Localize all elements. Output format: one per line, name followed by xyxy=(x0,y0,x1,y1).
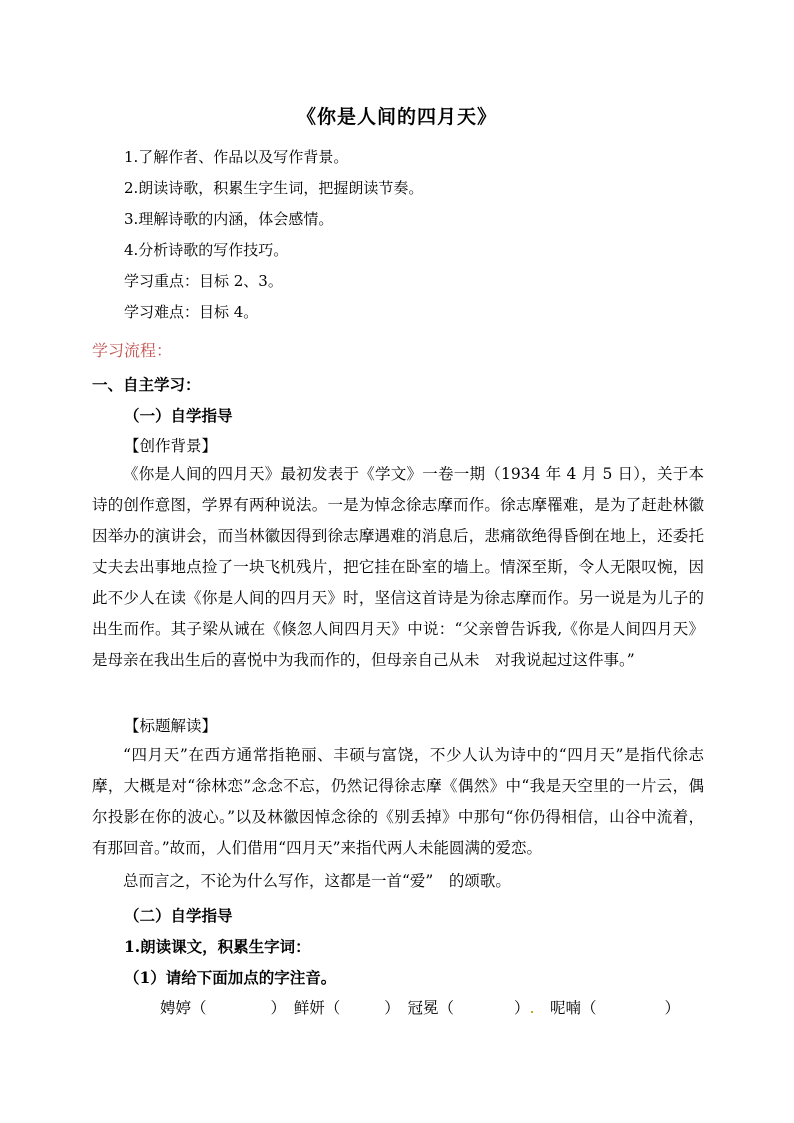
word-xianyan: ） 鲜妍（ xyxy=(270,999,341,1017)
process-heading: 学习流程： xyxy=(92,341,173,360)
difficulty: 学习难点：目标 4。 xyxy=(124,303,259,321)
item-1-1: （1）请给下面加点的字注音。 xyxy=(124,968,337,987)
title-reading-label: 【标题解读】 xyxy=(124,717,218,735)
stray-dot: . xyxy=(529,999,535,1017)
pronunciation-row xyxy=(160,996,680,1018)
goal-2: 2.朗读诗歌，积累生字生词，把握朗读节奏。 xyxy=(124,179,424,197)
summary-paragraph: 总而言之，不论为什么写作，这都是一首“爱” 的颂歌。 xyxy=(123,872,511,890)
title-reading-paragraph: “四月天”在西方通常指艳丽、丰硕与富饶，不少人认为诗中的“四月天”是指代徐志摩，大概是对“徐林恋”念念不忘，仍然记得徐志摩《偶然》中“我是天空里的一片云，偶尔投影在你的波心。”以及林徽因悼念徐的《别丢掉》中那句“你仍得相信，山谷中流着，有那回音。”故而，人们借用“四月天”来指代两人未能圆满的爱恋。 xyxy=(92,746,704,857)
word-ninan: 呢喃（ xyxy=(534,999,597,1017)
paren-close-4: ） xyxy=(664,999,681,1017)
word-guanmian: ） 冠冕（ xyxy=(384,999,455,1017)
document-title: 《你是人间的四月天》 xyxy=(296,106,497,128)
subsection-heading-1: （一）自学指导 xyxy=(124,406,233,425)
subsection-heading-2: （二）自学指导 xyxy=(124,906,233,925)
goal-3: 3.理解诗歌的内涵，体会感情。 xyxy=(124,210,334,228)
section-heading-1: 一、自主学习： xyxy=(92,375,201,394)
goal-1: 1.了解作者、作品以及写作背景。 xyxy=(124,148,349,166)
paren-close-3: ） xyxy=(514,999,530,1017)
key-point: 学习重点：目标 2、3。 xyxy=(124,272,283,290)
word-pingting: 娉婷（ xyxy=(160,999,207,1017)
item-1: 1.朗读课文，积累生字词： xyxy=(124,937,311,956)
background-paragraph: 《你是人间的四月天》最初发表于《学文》一卷一期（1934 年 4 月 5 日），关于本诗的创作意图，学界有两种说法。一是为悼念徐志摩而作。徐志摩罹难，是为了赶赴林徽因举办的演讲会，而当林徽因得到徐志摩遇难的消息后，悲痛欲绝得昏倒在地上，还委托丈夫去出事地点捡了一块飞机残片，把它挂在卧室的墙上。情深至斯，令人无限叹惋，因此不少人在读《你是人间的四月天》时，坚信这首诗是为徐志摩而作。另一说是为儿子的出生而作。其子梁从诫在《倏忽人间四月天》中说：“父亲曾告诉我,《你是人间四月天》是母亲在我出生后的喜悦中为我而作的，但母亲自己从未 对我说起过这件事。” xyxy=(92,465,704,669)
goal-4: 4.分析诗歌的写作技巧。 xyxy=(124,241,289,259)
background-label: 【创作背景】 xyxy=(124,437,218,455)
